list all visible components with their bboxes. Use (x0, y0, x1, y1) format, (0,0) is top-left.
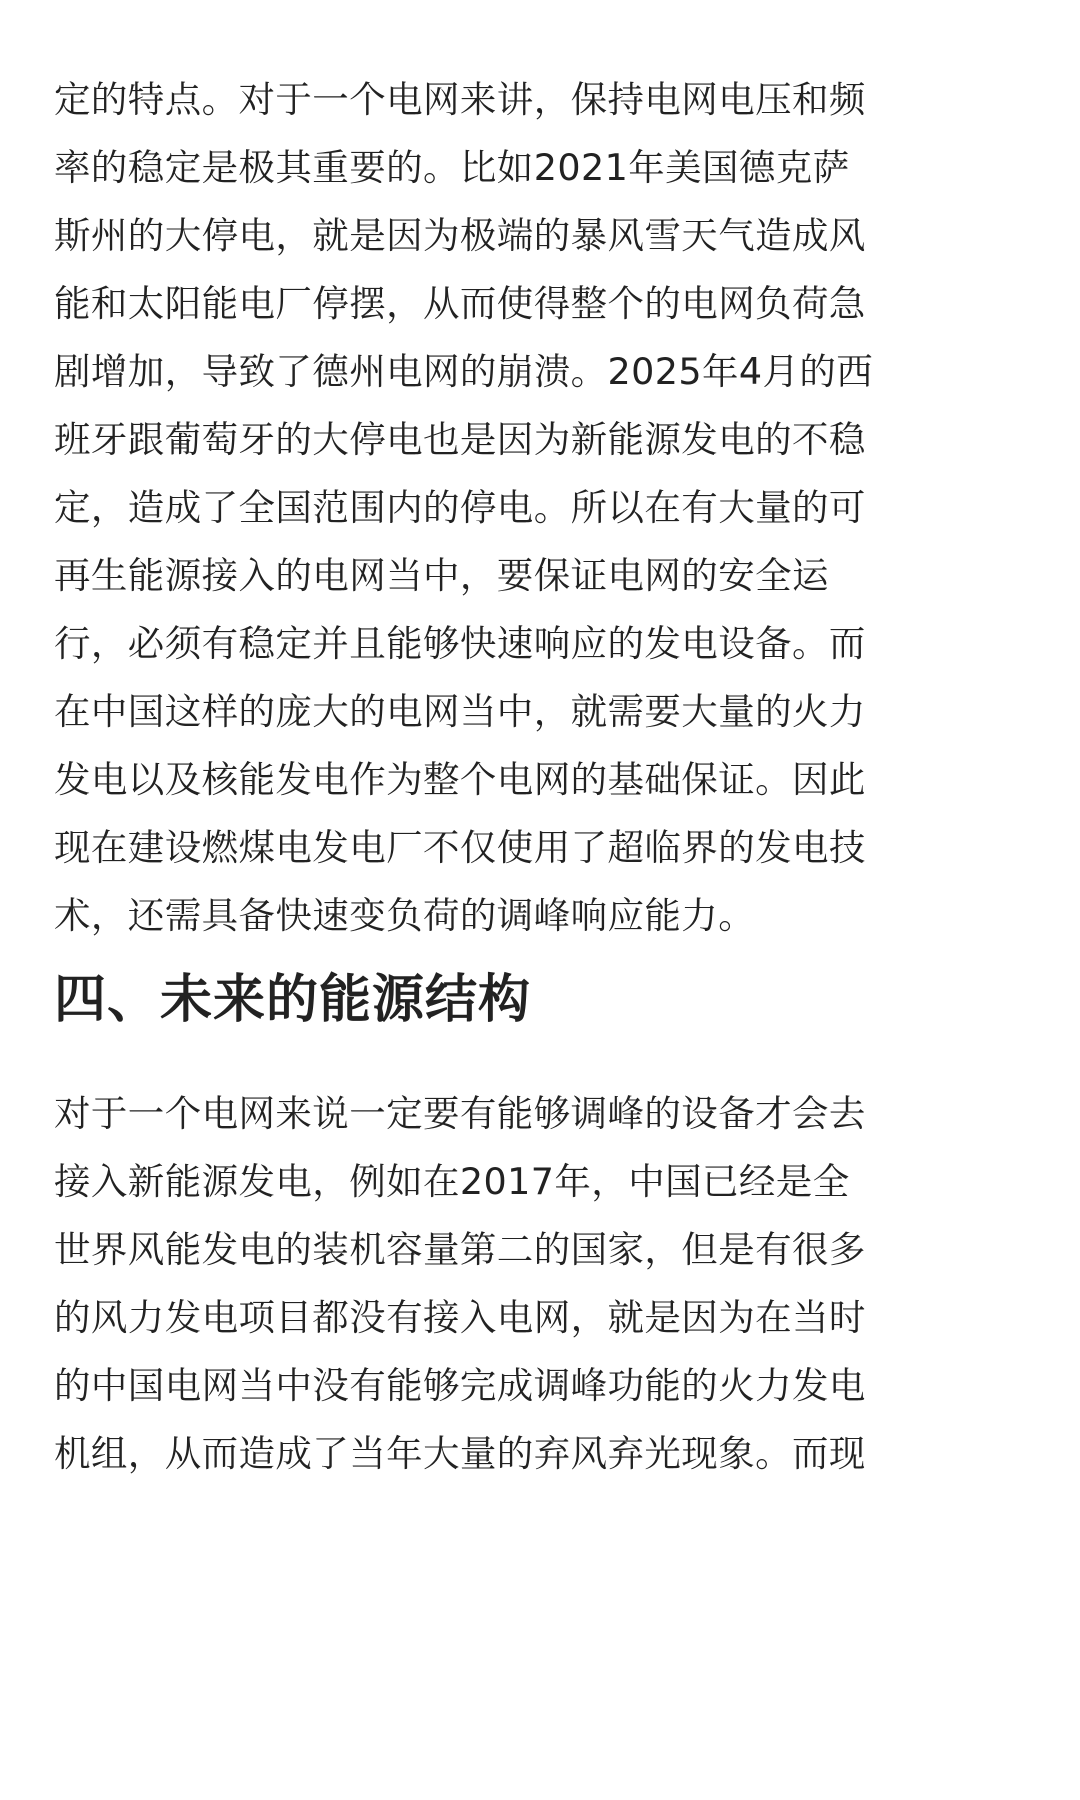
text-line: 的风力发电项目都没有接入电网，就是因为在当时 (54, 1296, 866, 1339)
text-line: 现在建设燃煤电发电厂不仅使用了超临界的发电技 (54, 826, 866, 869)
text-line: 班牙跟葡萄牙的大停电也是因为新能源发电的不稳 (54, 418, 866, 461)
text-line: 斯州的大停电，就是因为极端的暴风雪天气造成风 (54, 214, 866, 257)
text-line: 世界风能发电的装机容量第二的国家，但是有很多 (54, 1228, 866, 1271)
text-line: 定的特点。对于一个电网来讲，保持电网电压和频 (54, 78, 866, 121)
text-line: 接入新能源发电，例如在2017年，中国已经是全 (54, 1160, 850, 1203)
text-line: 再生能源接入的电网当中，要保证电网的安全运 (54, 554, 829, 597)
text-line: 在中国这样的庞大的电网当中，就需要大量的火力 (54, 690, 866, 733)
text-line: 率的稳定是极其重要的。比如2021年美国德克萨 (54, 146, 850, 189)
paragraph-future-energy-structure (54, 1080, 866, 1488)
paragraph-power-grid-stability (54, 66, 873, 950)
text-line: 术，还需具备快速变负荷的调峰响应能力。 (54, 894, 756, 937)
text-line: 定，造成了全国范围内的停电。所以在有大量的可 (54, 486, 866, 529)
text-line: 发电以及核能发电作为整个电网的基础保证。因此 (54, 758, 866, 801)
text-line: 机组，从而造成了当年大量的弃风弃光现象。而现 (54, 1432, 866, 1475)
text-line: 能和太阳能电厂停摆，从而使得整个的电网负荷急 (54, 282, 866, 325)
text-line: 对于一个电网来说一定要有能够调峰的设备才会去 (54, 1092, 866, 1135)
text-line: 行，必须有稳定并且能够快速响应的发电设备。而 (54, 622, 866, 665)
text-line: 的中国电网当中没有能够完成调峰功能的火力发电 (54, 1364, 866, 1407)
section-heading: 四、未来的能源结构 (54, 970, 532, 1030)
text-line: 剧增加，导致了德州电网的崩溃。2025年4月的西 (54, 350, 874, 393)
